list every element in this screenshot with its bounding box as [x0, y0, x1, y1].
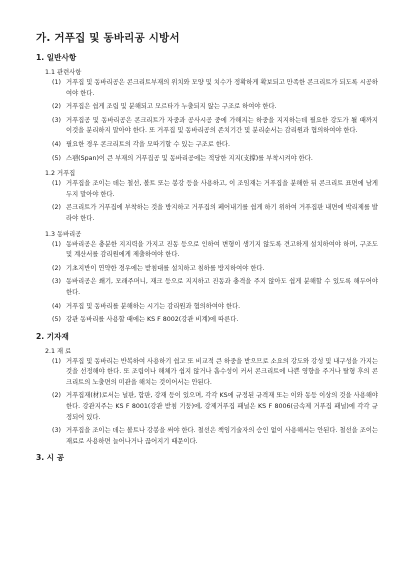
list-item	[36, 357, 378, 389]
item-number: (2)	[52, 264, 61, 272]
list-item	[36, 154, 378, 165]
item-text: 거푸집공 및 동바리공은 콘크리트가 자중과 공사시공 중에 가해지는 하중을 지지하는데 필요한 강도가 될 때까지 이것을 분리하지 말아야 한다. 또 거푸집 및 동바리공의 존치기간 및 분리순서는 감리원과 협의하여야 한다.	[66, 116, 378, 135]
list-item	[36, 391, 378, 423]
item-text: 스팬(Span)이 큰 부재의 거푸집공 및 동바리공에는 적당한 지지(支撑)를 부착시켜야 한다.	[66, 154, 313, 162]
list-item	[36, 116, 378, 137]
list-item	[36, 264, 378, 275]
item-text: 거푸집을 조이는 데는 볼트나 강봉을 써야 한다. 철선은 책임기술자의 승인 없이 사용해서는 안된다. 철선을 조이는 재료로 사용하면 늘어나거나 끊어지기 때문이다.	[66, 427, 378, 445]
item-number: (3)	[52, 278, 61, 286]
item-number: (4)	[52, 302, 61, 310]
section-heading: 2. 기자재	[36, 331, 69, 341]
subsection-heading: 1.1 관련사항	[45, 69, 82, 76]
list-item	[36, 102, 378, 113]
list-item	[36, 179, 378, 200]
list-item	[36, 302, 378, 313]
item-number: (1)	[52, 79, 61, 86]
item-number: (1)	[52, 240, 61, 248]
item-number: (2)	[52, 392, 61, 400]
item-number: (2)	[52, 103, 61, 111]
item-number: (3)	[52, 116, 61, 124]
item-number: (3)	[52, 427, 61, 435]
item-text: 거푸집은 쉽게 조립 및 분해되고 모르타가 누출되지 않는 구조로 하여야 한다.	[66, 103, 277, 111]
item-number: (4)	[52, 140, 61, 148]
item-text: 동바리공은 충분한 지지력을 가지고 진동 등으로 인하여 변형이 생기지 않도록 견고하게 설치하여야 하며, 구조도 및 계산서를 감리원에게 제출하여야 한다.	[66, 240, 378, 259]
item-text: 동바리공은 쐐기, 모래주머니, 재크 등으로 지지하고 진동과 충격을 주지 않아도 쉽게 분해할 수 있도록 해두어야 한다.	[66, 278, 378, 296]
document-title: 가. 거푸집 및 동바리공 시방서	[36, 32, 180, 44]
subsection-heading: 1.2 거푸집	[45, 170, 76, 178]
item-text: 콘크리트가 거푸집에 부착하는 것을 방지하고 거푸집의 페어내기를 쉽게 하기 위하여 거푸집판 내면에 박리제를 발라야 한다.	[66, 204, 378, 222]
list-item	[36, 315, 378, 326]
item-number: (1)	[52, 357, 61, 365]
item-number: (1)	[52, 180, 61, 188]
list-item	[36, 78, 378, 99]
item-text: 거푸집 및 동바리는 반복하여 사용하기 쉽고 또 비교적 큰 하중을 받으므로 소요의 강도와 강성 및 내구성을 가지는 것을 선정해야 한다. 또 조립이나 해체가 쉽지 않거나 흡수성이 커서 콘크리트에 나쁜 영향을 주거나 탈형 후의 콘크리트의 노출면의 미관을 해치는 것이어서는 안된다.	[66, 357, 378, 386]
item-text: 거푸집 및 동바리를 분해하는 시기는 감리원과 협의하여야 한다.	[66, 302, 241, 310]
item-text: 강관 동바리를 사용할 때에는 KS F 8002(강관 비계)에 따른다.	[66, 316, 239, 324]
item-text: 거푸집을 조이는 데는 철선, 볼트 또는 봉강 등을 사용하고, 이 조임재는 거푸집을 분해한 뒤 콘크리트 표면에 남게 두지 말아야 한다.	[66, 180, 378, 198]
item-number: (5)	[52, 154, 61, 162]
list-item	[36, 203, 378, 224]
subsection-heading: 1.3 동바리공	[45, 230, 82, 238]
section-heading: 1. 일반사항	[36, 53, 77, 62]
list-item	[36, 426, 378, 447]
item-text: 필요한 경우 콘크리트의 각을 모따기할 수 있는 구조로 한다.	[66, 140, 231, 148]
item-number: (5)	[52, 316, 61, 324]
document-body	[36, 52, 378, 463]
list-item	[36, 277, 378, 298]
list-item	[36, 240, 378, 261]
item-text: 거푸집 및 동바리공은 콘크리트부재의 위치와 모양 및 치수가 정확하게 확보되고 만족한 콘크리트가 되도록 시공하여야 한다.	[66, 79, 378, 97]
item-number: (2)	[52, 204, 61, 212]
section-heading: 3. 시 공	[36, 453, 65, 463]
item-text: 기초지반이 연약한 경우에는 받침대를 설치하고 침하를 방지하여야 한다.	[66, 264, 265, 272]
item-text: 거푸집재(材)로서는 널판, 합판, 강재 등이 있으며, 각각 KS에 규정된 규격재 또는 이와 동등 이상의 것을 사용해야 한다. 강관지주는 KS F 8001(강관 받침 기둥)에, 강제거푸집 패널은 KS F 8006(금속제 거푸집 패널)에 각각 규정되어 있다.	[66, 392, 378, 421]
subsection-heading: 2.1 재 료	[45, 347, 72, 355]
list-item	[36, 140, 378, 151]
